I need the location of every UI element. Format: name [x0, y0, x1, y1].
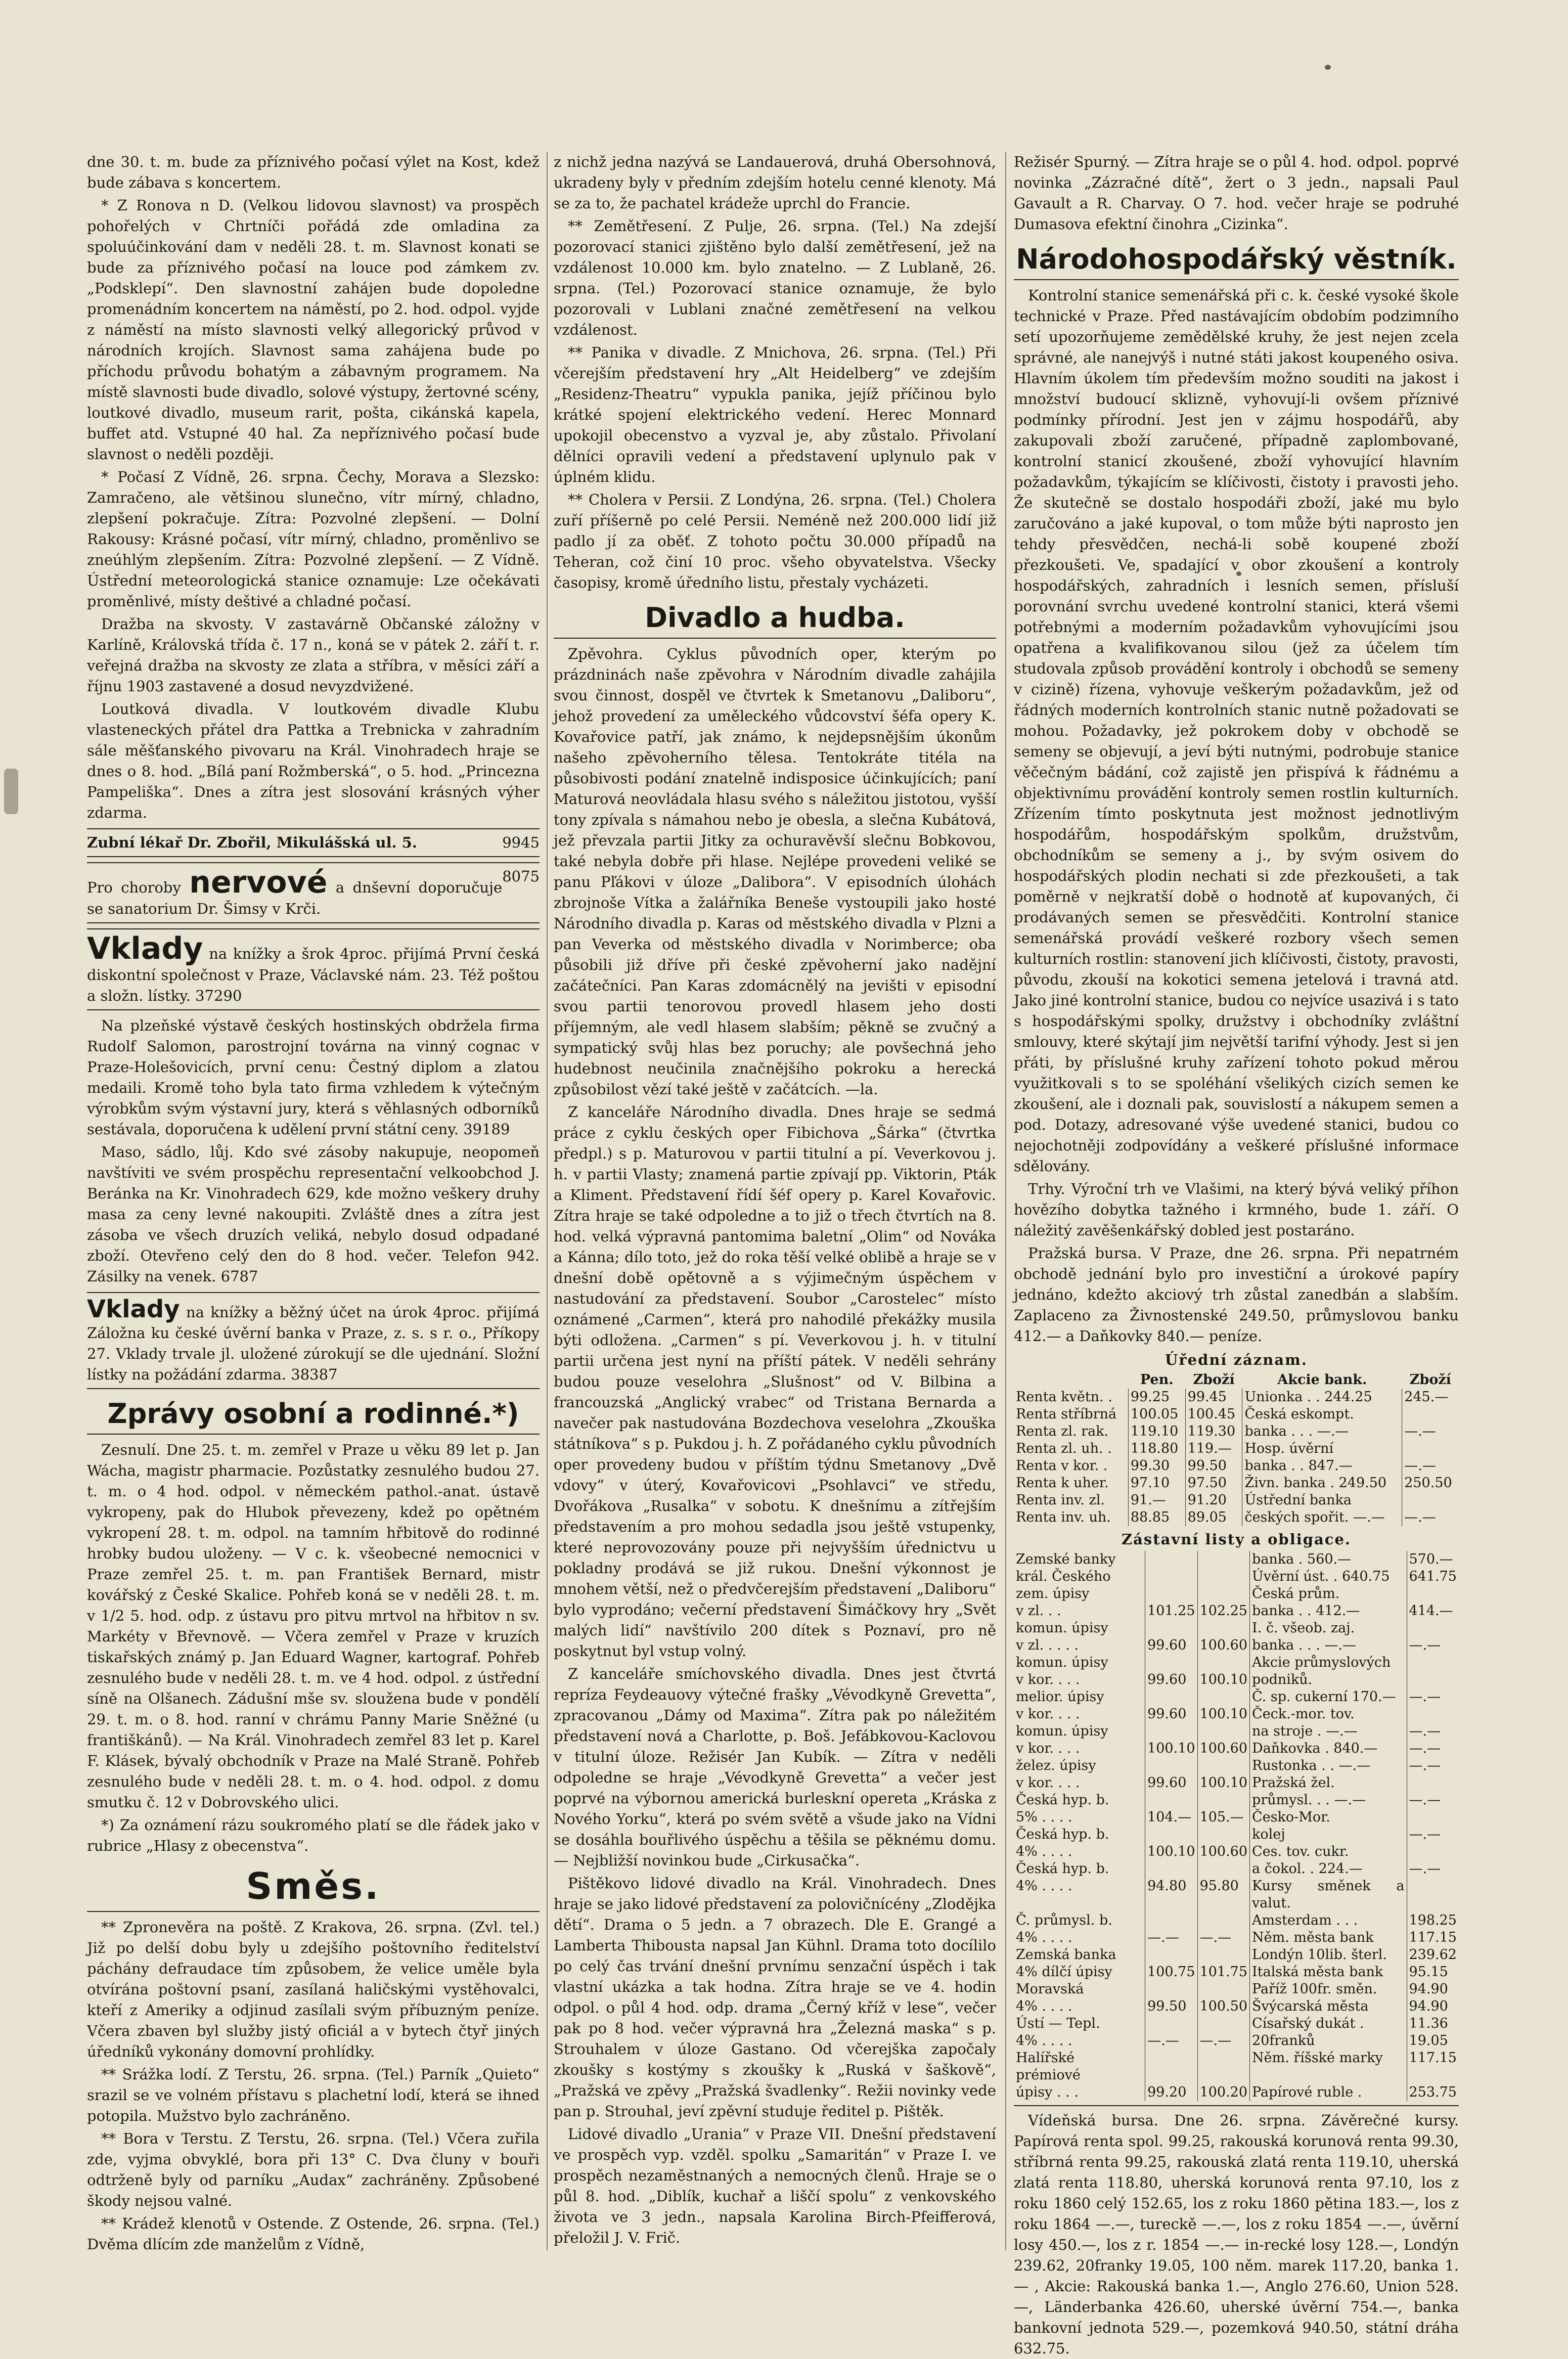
table-row	[1014, 1423, 1459, 1440]
bonds-table	[1014, 1551, 1459, 2101]
table-cell: na stroje . —.—	[1250, 1723, 1407, 1740]
ad-headline: nervové	[189, 865, 328, 900]
table-cell: Švýcarská města	[1250, 1998, 1407, 2015]
table-cell: 100.75	[1145, 1964, 1197, 1981]
paragraph: Kontrolní stanice semenářská při c. k. české vysoké škole technické v Praze. Před nastávajícím obdobím podzimního setí upozorňujeme zemědělské kruhy, že jest nejen zcela správné, ale nanejvýš i nutné státi jakost koupeného osiva. Hlavním úkolem tím především možno souditi na jakost i množství budoucí sklizně, vyhovují-li ovšem příznivé podmínky přírodní. Jest jen v zájmu hospodářů, aby zakupovali zboží zaručené, případně zaplombované, kontrolní stanicí zkoušené, zboží vyhovující hlavním požadavkům, týkajícím se klíčivosti, čistoty i pravosti jeho. Že skutečně se dostalo hospodáři zboží, jaké mu bylo zaručováno a jaké kupoval, o tom může býti naprosto jen tehdy přesvědčen, nechá-li sobě koupené zboží přezkoušeti. Ve, spadající v obor zkoušení a kontroly hospodářských, zahradních i lesních semen, přísluší porovnání svrchu uvedené kontrolní stanici, která všemi potřebnými a moderním požadavkům vyhovujícími jsou opatřena a kvalifikovanou silou (jež za účelem tím studovala způsob provádění kontroly i obchodů se semeny v cizině) řízena, vyhovuje veškerým požadavkům, jež od řádných moderních kontrolních stanic nutně požadovati se mohou. Požadavky, jež pokrokem doby v obchodě se semeny se objevují, a jeví býti nutnými, podrobuje stanice věčečným bádání, což zajistě jen přispívá k řádnému a objektivnímu provádění kontroly semen rostlin kulturních. Zřízením tímto poskytnuta jest možnost jednotlivým hospodářům, hospodářským spolkům, družstvům, obchodníkům se semeny a j., by svým osivem do hospodářských plodin nechati si zde přezkoušeti, a tak poměrně v nejkratší době o hodnotě ať kupovaných, či prodávaných semen se přesvědčiti. Kontrolní stanice semenářská provádí veškeré rozbory všech semen kulturních rostlin: stanovení jich klíčivosti, čistoty, pravosti, původu, zkouší na kokotici semena jetelová i travná atd. Jako jiné kontrolní stanice, budou co nejvíce usazivá i s tato s hospodářskými spolky, družstvy i obchodníky zvláštní smlouvy, které skýtají jim největší tarifní výhody. Jest si jen přáti, by příslušné kruhy zařízení tohoto pokud měrou využitkovali s to se spoléhání všelikých cizích semen ke zkoušení, ale i doznali pak, souvislostí a nákupem semen a pod. Dotazy, adresované výše uvedené stanici, budou co nejochotněji zodpovídány a veškeré příslušné informace sdělovány.	[1014, 287, 1459, 1175]
table-cell: 4% . . . .	[1014, 1843, 1145, 1860]
paragraph: Maso, sádlo, lůj. Kdo své zásoby nakupuje, neopomeň navštíviti ve svém prospěchu representační velkoobchod J. Beránka na Kr. Vinohradech 629, kde možno veškery druhy masa za ceny levné nakoupiti. Zvláště dnes a zítra jest zásoba ve všech druzích veliká, nebylo dosud odpadané zboží. Otevřeno celý den do 8 hod. večer. Telefon 942. Zásilky na venek. 6787	[87, 1143, 540, 1285]
table-cell: a čokol. . 224.—	[1250, 1860, 1407, 1878]
table-cell	[1197, 1654, 1249, 1671]
table-cell: 100.05	[1128, 1406, 1185, 1423]
table-cell: —.—	[1404, 1458, 1436, 1474]
table-row	[1014, 1723, 1459, 1740]
table-cell: 100.45	[1185, 1406, 1242, 1423]
table-cell: —.—	[1409, 1741, 1441, 1756]
table-cell: 88.85	[1128, 1509, 1185, 1526]
table-cell	[1197, 1688, 1249, 1706]
table-row	[1014, 1878, 1459, 1912]
table-cell: 99.20	[1145, 2084, 1197, 2101]
table-cell: —.—	[1409, 1723, 1441, 1739]
table-cell: Něm. města bank	[1250, 1929, 1407, 1946]
table-row	[1014, 1620, 1459, 1637]
paragraph: ** Cholera v Persii. Z Londýna, 26. srpna. (Tel.) Cholera zuří příšerně po celé Persii. Neméně než 200.000 lidí již padlo jí za oběť. Z tohoto počtu 30.000 případů na Teheran, což činí 10 proc. všeho obyvatelstva. Všecky časopisy, kromě úředního listu, přestaly vycházeti.	[554, 491, 996, 591]
paragraph: dne 30. t. m. bude za příznivého počasí výlet na Kost, kdež bude zábava s koncertem.	[87, 153, 540, 191]
table-cell: 100.10	[1197, 1774, 1249, 1792]
paragraph: ** Zpronevěra na poště. Z Krakova, 26. srpna. (Zvl. tel.) Již po delší dobu byly u zdejšího poštovního ředitelství páchány defraudace tím způsobem, že velice uměle byla otvírána poštovní psaní, zasílaná haličskými vystěhovalci, kteří z Ameriky a odjinud zasílali svým příbuzným peníze. Včera zbaven byl služby jistý oficiál a v bytech čtyř jiných úředníků vykonány domovní prohlídky.	[87, 1919, 540, 2060]
table-cell: 99.30	[1128, 1457, 1185, 1475]
table-row	[1014, 2032, 1459, 2050]
paragraph: * Počasí Z Vídně, 26. srpna. Čechy, Morava a Slezsko: Zamračeno, ale většinou slunečno, vítr mírný, chladno, zlepšení pokračuje. Zítra: Pozvolné zlepšení. — Dolní Rakousy: Krásné počasí, vítr mírný, chladno, proměnlivo se zneúhlým zlepšením. Zítra: Pozvolné zlepšení. — Z Vídně. Ústřední meteorologická stanice oznamuje: Lze očekávati proměnlivé, místy deštivé a chladné počasí.	[87, 468, 540, 610]
section-heading: Národohospodářský věstník.	[1014, 242, 1459, 280]
table-cell	[1197, 1757, 1249, 1774]
column-rule	[1005, 152, 1006, 2250]
paragraph: Na plzeňské výstavě českých hostinských obdržela firma Rudolf Salomon, parostrojní továrna na vinný cognac v Praze-Holešovicích, první cenu: Čestný diplom a zlatou medaili. Kromě toho byla tato firma vzhledem k výtečným výrobkům svým výstavní jury, která s věhlasných odborníků sestávala, doporučena k udělení první státní ceny. 39189	[87, 1017, 540, 1138]
column-3	[1014, 152, 1459, 2357]
paragraph: ** Zemětřesení. Z Pulje, 26. srpna. (Tel.) Na zdejší pozorovací stanici zjištěno bylo další zemětřesení, jež na vzdálenost 10.000 km. bylo znatelno. — Z Lublaně, 26. srpna. (Tel.) Pozorovací stanice oznamuje, že bylo pozorovali v Lublani značné zemětřesení na velkou vzdálenost.	[554, 217, 996, 338]
table-cell: 99.50	[1145, 1998, 1197, 2015]
table-cell: 101.75	[1197, 1964, 1249, 1981]
table-cell: Papírové ruble .	[1250, 2084, 1407, 2101]
table-cell: Renta zl. rak.	[1014, 1423, 1128, 1440]
table-cell: Renta stříbrná	[1014, 1406, 1128, 1423]
advertisement	[87, 928, 540, 1010]
table-cell	[1197, 1723, 1249, 1740]
table-cell: banka . . 847.—	[1242, 1457, 1402, 1475]
table-header: Pen.	[1140, 1372, 1174, 1388]
table-cell: 100.10	[1145, 1740, 1197, 1757]
table-cell: Pražská žel.	[1250, 1774, 1407, 1792]
table-cell: Hosp. úvěrní	[1242, 1440, 1402, 1457]
table-cell: 91.—	[1128, 1492, 1185, 1509]
table-cell: 253.75	[1409, 2084, 1457, 2100]
table-header-row	[1014, 1371, 1459, 1389]
table-cell	[1197, 1946, 1249, 1964]
table-cell	[1402, 1492, 1459, 1509]
table-row	[1014, 1475, 1459, 1492]
table-cell	[1145, 2015, 1197, 2032]
table-cell	[1145, 1688, 1197, 1706]
table-cell: Amsterdam . . .	[1250, 1912, 1407, 1929]
table-cell: Česká hyp. b.	[1014, 1826, 1145, 1843]
table-cell: Renta inv. zl.	[1014, 1492, 1128, 1509]
table-header: Zboží	[1193, 1372, 1235, 1388]
table-title: Úřední záznam.	[1165, 1351, 1308, 1368]
paragraph: Pištěkovo lidové divadlo na Král. Vinohradech. Dnes hraje se jako lidové představení za polovičnícény „Zlodějka dětí“. Drama o 5 jedn. a 7 obrazech. Dle E. Grangé a Lamberta Thibousta napsal Jan Kühnl. Drama toto docílilo po celý čas trvání dnešní prvnímu senzační úspěch i tak vlastní ukázka a tak hodna. Zítra hraje se ve 4. hodin odpol. o půl 4 hod. odp. drama „Černý kříž v lese“, večer pak po 8 hod. večer výpravná hra „Železná maska“ s p. Strouhalem v úloze Gastano. Od včerejška započaly zkoušky s kostýmy s zkoušky k „Ruská v šaškově“, „Pražská ve zpěvy „Pražská švadlenky“. Režii novinky vede pan p. Strouhal, jeví zpěvní studuje ředitel p. Pištěk.	[554, 1875, 996, 2120]
table-cell: 4% . . . .	[1014, 1929, 1145, 1946]
table-row	[1014, 1740, 1459, 1757]
table-cell: v kor. . . .	[1014, 1740, 1145, 1757]
table-cell: Čeck.-mor. tov.	[1250, 1706, 1407, 1723]
table-row	[1014, 1774, 1459, 1792]
table-cell: Italská města bank	[1250, 1964, 1407, 1981]
table-cell: banka . . . —.—	[1250, 1637, 1407, 1654]
table-cell: podniků.	[1250, 1671, 1407, 1688]
table-cell: Česká prům.	[1250, 1585, 1407, 1603]
table-cell: —.—	[1409, 1689, 1441, 1705]
table-cell: —.—	[1409, 1637, 1441, 1653]
table-cell: 570.—	[1409, 1551, 1453, 1567]
table-cell: 100.10	[1197, 1706, 1249, 1723]
paragraph: Pražská bursa. V Praze, dne 26. srpna. Při nepatrném obchodě jednání bylo pro investiční a úrokové papíry jednáno, kdežto akciový trh zůstal zanedbán a slabším. Zaplaceno za Živnostenské 249.50, průmyslovou banku 412.— a Daňkovky 840.— peníze.	[1014, 1244, 1459, 1345]
table-cell: banka . . . —.—	[1242, 1423, 1402, 1440]
table-title: Zástavní listy a obligace.	[1121, 1531, 1352, 1548]
table-cell: 97.50	[1185, 1475, 1242, 1492]
table-row	[1014, 1509, 1459, 1526]
table-cell: 119.—	[1185, 1440, 1242, 1457]
table-cell: 99.60	[1145, 1671, 1197, 1688]
table-cell: Česko-Mor.	[1250, 1809, 1407, 1826]
table-cell: Zemské banky	[1014, 1551, 1145, 1568]
table-cell: v zl. . . . .	[1014, 1637, 1145, 1654]
table-cell: 4% . . . .	[1014, 2032, 1145, 2050]
paragraph: Lidové divadlo „Urania“ v Praze VII. Dnešní představení ve prospěch vyp. vzděl. spolku „Samaritán“ v Praze I. ve prospěch nezaměstnaných a nemocných členů. Hraje se o půl 8. hod. „Diblík, kuchař a liščí spolu“ z venkovského života ve 3 jedn., napsala Karolina Birch-Pfeifferová, přeložil J. V. Frič.	[554, 2125, 996, 2246]
section-heading: Směs.	[87, 1863, 540, 1912]
table-cell: Daňkovka . 840.—	[1250, 1740, 1407, 1757]
table-cell: 20franků	[1250, 2032, 1407, 2050]
table-cell: 117.15	[1409, 1930, 1457, 1945]
table-cell: —.—	[1145, 1929, 1197, 1946]
ad-text: Zubní lékař Dr. Zbořil, Mikulášská ul. 5.	[87, 834, 418, 851]
table-row	[1014, 1637, 1459, 1654]
table-cell: král. Českého	[1014, 1568, 1145, 1585]
table-row	[1014, 1440, 1459, 1457]
table-cell: 101.25	[1145, 1603, 1197, 1620]
table-cell: Renta v kor. .	[1014, 1457, 1128, 1475]
table-cell	[1145, 2050, 1197, 2084]
table-cell	[1197, 2015, 1249, 2032]
table-cell: českých spořit. —.—	[1242, 1509, 1402, 1526]
table-row	[1014, 1568, 1459, 1585]
table-row	[1014, 1946, 1459, 1964]
table-row	[1014, 2015, 1459, 2032]
table-cell: 99.50	[1185, 1457, 1242, 1475]
table-cell	[1407, 1671, 1459, 1688]
table-cell	[1407, 1585, 1459, 1603]
table-cell: 100.60	[1197, 1843, 1249, 1860]
table-cell: —.—	[1409, 1827, 1441, 1842]
table-cell: 99.60	[1145, 1774, 1197, 1792]
table-cell: Renta k uher.	[1014, 1475, 1128, 1492]
ad-number: 9945	[502, 834, 540, 851]
table-cell: Česká eskompt.	[1242, 1406, 1402, 1423]
ad-text: a dnševní doporučuje se sanatorium Dr. Šimsy v Krči.	[87, 879, 503, 917]
table-cell	[1197, 1551, 1249, 1568]
ad-number: 8075	[502, 868, 540, 885]
table-cell: 414.—	[1409, 1603, 1453, 1619]
table-cell	[1197, 1568, 1249, 1585]
table-cell: Č. sp. cukerní 170.—	[1250, 1688, 1407, 1706]
table-cell	[1197, 1792, 1249, 1809]
table-cell: banka . . 412.—	[1250, 1603, 1407, 1620]
table-cell: 19.05	[1409, 2033, 1448, 2049]
table-cell: 94.80	[1145, 1878, 1197, 1912]
table-cell	[1145, 1551, 1197, 1568]
table-cell: 99.60	[1145, 1706, 1197, 1723]
footnote: *) Za oznámení rázu soukromého platí se dle řádek jako v rubrice „Hlasy z obecenstva“.	[87, 1816, 540, 1854]
table-cell: 198.25	[1409, 1912, 1457, 1928]
table-cell: —.—	[1197, 2032, 1249, 2050]
table-row	[1014, 2050, 1459, 2084]
table-row	[1014, 1492, 1459, 1509]
column-rule	[547, 152, 548, 2250]
table-cell	[1197, 1981, 1249, 1998]
paragraph: Režisér Spurný. — Zítra hraje se o půl 4. hod. odpol. poprvé novinka „Zázračné dítě“, žert o 3 jedn., napsali Paul Gavault a R. Charvay. O 7. hod. večer hraje se podruhé Dumasova efektní činohra „Cizinka“.	[1014, 153, 1459, 233]
table-cell: 95.15	[1409, 1964, 1448, 1980]
table-cell	[1407, 1654, 1459, 1671]
ad-prefix: Pro choroby	[87, 879, 181, 896]
table-cell: I. č. všeob. zaj.	[1250, 1620, 1407, 1637]
table-cell: —.—	[1409, 1758, 1441, 1773]
table-cell	[1407, 1843, 1459, 1860]
table-cell: Císařský dukát .	[1250, 2015, 1407, 2032]
table-cell: 95.80	[1197, 1878, 1249, 1912]
table-cell	[1402, 1440, 1459, 1457]
table-cell	[1145, 1654, 1197, 1671]
table-cell: Kursy směnek a valut.	[1250, 1878, 1407, 1912]
table-cell: Ústí — Tepl.	[1014, 2015, 1145, 2032]
table-cell: 119.30	[1185, 1423, 1242, 1440]
table-row	[1014, 1860, 1459, 1878]
table-cell: —.—	[1197, 1929, 1249, 1946]
table-cell	[1145, 1981, 1197, 1998]
table-cell: v kor. . . .	[1014, 1671, 1145, 1688]
table-cell	[1145, 1826, 1197, 1843]
ad-headline: Vklady	[87, 931, 203, 966]
table-cell: 91.20	[1185, 1492, 1242, 1509]
table-cell: 105.—	[1197, 1809, 1249, 1826]
advertisement	[87, 1292, 540, 1389]
table-cell: —.—	[1409, 1792, 1441, 1808]
table-cell: 117.15	[1409, 2050, 1457, 2066]
table-row	[1014, 1654, 1459, 1671]
table-cell: 100.10	[1145, 1843, 1197, 1860]
paragraph: z nichž jedna nazývá se Landauerová, druhá Obersohnová, ukradeny byly v předním zdejším hotelu cenné klenoty. Má se za to, že pachatel krádeže uprchl do Francie.	[554, 153, 996, 212]
table-row	[1014, 1585, 1459, 1603]
table-cell: Něm. říšské marky	[1250, 2050, 1407, 2084]
table-cell: —.—	[1404, 1509, 1436, 1525]
table-cell	[1145, 1568, 1197, 1585]
table-cell: 245.—	[1404, 1389, 1449, 1405]
paragraph: ** Panika v divadle. Z Mnichova, 26. srpna. (Tel.) Při včerejším představení hry „Alt Heidelberg“ ve zdejším „Residenz-Theatru“ vypukla panika, jejíž příčinou bylo krátké spojení elektrického vedení. Herec Monnard upokojil obecenstvo a vyzval je, aby zůstalo. Přivolaní dělníci opravili vedení a představení uplynulo pak v úplném klidu.	[554, 344, 996, 485]
table-cell: 89.05	[1185, 1509, 1242, 1526]
table-cell	[1197, 2050, 1249, 2084]
table-row	[1014, 1688, 1459, 1706]
table-cell: Česká hyp. b.	[1014, 1792, 1145, 1809]
table-cell: 100.50	[1197, 1998, 1249, 2015]
paragraph: Zesnulí. Dne 25. t. m. zemřel v Praze u věku 89 let p. Jan Wácha, magistr pharmacie. Pozůstatky zesnulého budou 27. t. m. o 4 hod. odpol. v německém pathol.-anat. ústavě vykropeny, pak do Hlubok převezeny, kdež po opětném vykropení 28. t. m. odpol. na tamním hřbitově do rodinné hrobky budou uloženy. — V c. k. všeobecné nemocnici v Praze zemřel 25. t. m. pan František Bernard, mistr kovářský z České Skalice. Pohřeb koná se v neděli 28. t. m. v 1/2 5. hod. odp. z ústavu pro pitvu mrtvol na hřbitov n sv. Markéty v Břevnově. — Včera zemřel v Praze v kruzích tiskařských známý p. Jan Eduard Wagner, kartograf. Pohřeb zesnulého bude v neděli 28. t. m. ve 4 hod. odpol. z ústřední síně na Olšanech. Zádušní mše sv. sloužena bude v pondělí 29. t. m. o 8. hod. ranní v chrámu Panny Marie Sněžné (u františkánů). — Na Král. Vinohradech zemřel 83 let p. Karel F. Klásek, bývalý obchodník v Praze na Malé Straně. Pohřeb zesnulého bude v neděli 28. t. m. o 4. hod. odpol. z domu smutku č. 12 v Dobrovského ulici.	[87, 1441, 540, 1811]
column-2	[554, 152, 996, 2250]
paragraph: Z kanceláře Národního divadla. Dnes hraje se sedmá práce z cyklu českých oper Fibichova „Šárka“ (čtvrtka předpl.) s p. Maturovou v partii titulní a pí. Veverkovou j. h. v partii Vlasty; znamená partie zpívají pp. Viktorin, Pták a Kliment. Představení řídí šéf opery p. Karel Kovařovic. Zítra hraje se také odpoledne a to již o třech čtvrtích na 8. hod. velká výpravná pantomima baletní „Olim“ od Nováka a Kánna; dílo toto, jež do roka těší velké oblibě a hraje se v dnešní době opětovně a s výjimečným úspěchem v nastudování za představení. Soubor „Carostelec“ místo oznámené „Carmen“, která pro nahodilé překážky musila býti odložena. „Carmen“ s pí. Veverkovou j. h. v titulní partii určena jest nyní na příští pátek. V neděli sehrány budou pouze veselohra „Slušnost“ od V. Bilbina a francouzská „Anglický vrabec“ od Tristana Bernarda a navečer pak nastudována Bozdechova veselohra „Zkouška státníkova“ s p. Pukdou j. h. Z pořádaného cyklu původních oper provedeny budou v příštím týdnu Smetanovy „Dvě vdovy“ v úterý, Kovařovicovi „Psohlavci“ ve středu, Dvořákova „Rusalka“ v sobotu. K dnešnímu a zítřejším představením a pro mohou sedadla jsou ještě vstupenky, které neprovozovány pouze při nejvyšším úřednictvu u pokladny prodává se již rukou. Dnešní výkonnost je mnohem větší, než o předvčerejším představení „Daliboru“ bylo vyprodáno; večerní představení Šimáčkovy hry „Svět malých lidí“ navštívilo 200 dítek s Poznaví, pro ně poskytnut byl vstup volný.	[554, 1103, 996, 1660]
table-cell: kolej	[1250, 1826, 1407, 1843]
table-cell	[1197, 1826, 1249, 1843]
table-header: Akcie bank.	[1277, 1372, 1367, 1388]
table-cell: 119.10	[1128, 1423, 1185, 1440]
table-cell: 4% . . . .	[1014, 1998, 1145, 2015]
table-header: Zboží	[1409, 1372, 1451, 1388]
paragraph: Vídeňská bursa. Dne 26. srpna. Závěrečné kursy. Papírová renta spol. 99.25, rakouská korunová renta 99.30, stříbrná renta 99.25, rakouská zlatá renta 119.10, uherská zlatá renta 118.80, uherská korunová renta 97.10, los z roku 1860 celý 152.65, los z roku 1860 pětina 183.—, los z roku 1864 —.—, tureckě —.—, los z roku 1854 —.—, úvěrní losy 450.—, los z r. 1854 —.— in-recké losy 128.—, Londýn 239.62, 20franky 19.05, 100 něm. marek 117.20, banka 1.— , Akcie: Rakouská banka 1.—, Anglo 276.60, Union 528.—, Länderbanka 426.60, uherské úvěrní 754.—, banka bankovní jednota 529.—, pozemková 940.50, státní dráha 632.75.	[1014, 2112, 1459, 2357]
table-row	[1014, 1981, 1459, 1998]
table-cell: Zemská banka	[1014, 1946, 1145, 1964]
table-cell	[1197, 1620, 1249, 1637]
table-cell: Renta inv. uh.	[1014, 1509, 1128, 1526]
ad-headline: Vklady	[87, 1295, 180, 1323]
table-row	[1014, 1964, 1459, 1981]
table-cell	[1145, 1792, 1197, 1809]
ink-spot	[1325, 65, 1331, 70]
table-row	[1014, 1998, 1459, 2015]
ad-text: na knížky a běžný účet na úrok 4proc. přijímá Záložna ku české úvěrní banka v Praze, z. s. s r. o., Příkopy 27. Vklady trvale jl. uložené zúrokují se dle ujednání. Složní lístky na požádání zdarma. 38387	[87, 1304, 540, 1383]
table-cell: Ces. tov. cukr.	[1250, 1843, 1407, 1860]
table-cell	[1407, 1774, 1459, 1792]
table-cell: 99.45	[1185, 1389, 1242, 1406]
divider	[1014, 2105, 1459, 2106]
table-cell	[1145, 1757, 1197, 1774]
table-row	[1014, 1757, 1459, 1774]
column-1	[87, 152, 540, 2253]
table-cell: komun. úpisy	[1014, 1723, 1145, 1740]
table-cell: 94.90	[1409, 1998, 1448, 2014]
table-cell: 4% . . . .	[1014, 1878, 1145, 1912]
table-cell: 641.75	[1409, 1569, 1457, 1584]
table-cell: 5% . . . .	[1014, 1809, 1145, 1826]
paragraph: * Z Ronova n D. (Velkou lidovou slavnost) va prospěch pohořelých v Chrtníči pořádá zde omladina za spoluúčinkování dam v neděli 28. t. m. Slavnost konati se bude za příznivého počasí na louce pod zámkem zv. „Podsklepí“. Den slavnostní zahájen bude dopoledne promenádním koncertem na náměstí, po 2. hod. odpol. vyjde z náměstí na místo slavnosti velký allegorický průvod v národních krojích. Slavnost sama zahájena bude po příchodu průvodu bohatým a zábavným programem. Na místě slavnosti bude divadlo, solové výstupy, žertovné scény, loutkové divadlo, museum rarit, pošta, cikánská kapela, buffet atd. Vstupné 40 hal. Za nepříznivého počasí bude slavnost o neděli později.	[87, 197, 540, 463]
table-header	[1014, 1371, 1128, 1389]
table-cell	[1197, 1912, 1249, 1929]
table-cell: komun. úpisy	[1014, 1620, 1145, 1637]
advertisement	[87, 862, 540, 923]
table-cell: zem. úpisy	[1014, 1585, 1145, 1603]
table-cell: 100.60	[1197, 1637, 1249, 1654]
table-cell: želez. úpisy	[1014, 1757, 1145, 1774]
table-row	[1014, 1389, 1459, 1406]
table-cell: Česká hyp. b.	[1014, 1860, 1145, 1878]
table-body	[1014, 1551, 1459, 2101]
table-cell	[1407, 1809, 1459, 1826]
table-cell	[1407, 1878, 1459, 1912]
table-cell: 250.50	[1404, 1475, 1452, 1491]
table-cell: 94.90	[1409, 1981, 1448, 1997]
table-cell: Rustonka . . —.—	[1250, 1757, 1407, 1774]
table-cell: 239.62	[1409, 1947, 1457, 1963]
paragraph: ** Srážka lodí. Z Terstu, 26. srpna. (Tel.) Parník „Quieto“ srazil se ve volném přístavu s plachetní lodí, která se ihned potopila. Mužstvo bylo zachráněno.	[87, 2066, 540, 2124]
table-cell: Ústřední banka	[1242, 1492, 1402, 1509]
table-cell: v zl. . .	[1014, 1603, 1145, 1620]
table-cell: Živn. banka . 249.50	[1242, 1475, 1402, 1492]
table-row	[1014, 1671, 1459, 1688]
table-cell: —.—	[1145, 2032, 1197, 2050]
table-cell: Unionka . . 244.25	[1242, 1389, 1402, 1406]
table-cell	[1145, 1723, 1197, 1740]
section-heading: Zprávy osobní a rodinné.*)	[87, 1396, 540, 1435]
table-row	[1014, 1912, 1459, 1929]
table-cell: banka . 560.—	[1250, 1551, 1407, 1568]
table-cell	[1197, 1585, 1249, 1603]
exchange-table	[1014, 1371, 1459, 1526]
table-cell: Londýn 10lib. šterl.	[1250, 1946, 1407, 1964]
paragraph: ** Krádež klenotů v Ostende. Z Ostende, 26. srpna. (Tel.) Dvěma dlícím zde manželům z Vídně,	[87, 2215, 540, 2253]
table-cell	[1402, 1406, 1459, 1423]
table-cell	[1145, 1585, 1197, 1603]
table-cell: 99.25	[1128, 1389, 1185, 1406]
table-cell: Renta květn. .	[1014, 1389, 1128, 1406]
table-row	[1014, 1406, 1459, 1423]
section-heading: Divadlo a hudba.	[554, 600, 996, 639]
table-cell: 102.25	[1197, 1603, 1249, 1620]
table-cell: 97.10	[1128, 1475, 1185, 1492]
table-cell: Úvěrní úst. . 640.75	[1250, 1568, 1407, 1585]
table-cell: Moravská	[1014, 1981, 1145, 1998]
table-cell: melior. úpisy	[1014, 1688, 1145, 1706]
table-cell: Paříž 100fr. směn.	[1250, 1981, 1407, 1998]
table-cell	[1145, 1620, 1197, 1637]
table-row	[1014, 1551, 1459, 1568]
paragraph: Zpěvohra. Cyklus původních oper, kterým po prázdninách naše zpěvohra v Národním divadle zahájila svou činnost, dospěl ve čtvrtek k Smetanovu „Daliboru“, jehož provedení za uměleckého vůdcovství šéfa opery K. Kovařovice patří, jak známo, k nejdepsnějším úkonům našeho zpěvoherního tělesa. Tentokráte titéla na působivosti podání znatelně indisposice účinkujících; paní Maturová neovládala hlasu svého s náležitou jistotou, vyšší tony zpívala s námahou nebo je obesla, a slečna Kubátová, jež převzala partii Jitky za ochuravěvší slečnu Bobkovou, také nebyla dobře při hlase. Nejlépe provedeni veliké se panu Pľákovi v úloze „Dalibora“. V episodních úlohách zbrojnoše Vítka a žalářníka Beneše vystoupili jako hosté Národního divadla p. Karas od městského divadla v Plzni a pan Veverka od městského divadla v Norimberce; oba působili již dříve při české zpěvoherní jako nadějní začátečníci. Pan Karas zdomácnělý na jevišti v episodní svou partii tenorovou provedl hlasem jeho dosti příjemným, ale vedl hlasem slabším; pěkně se zvučný a sympatický svůj hlas bez poruchy; ale povšechná jeho hudebnost neučinila značnějšího pokroku a herecká způsobilost vězí také ještě v začátcích. —la.	[554, 645, 996, 1098]
paragraph: Loutková divadla. V loutkovém divadle Klubu vlasteneckých přátel dra Pattka a Trebnicka v zahradním sále měšťanského pivovaru na Král. Vinohradech hraje se dnes o 8. hod. „Bílá paní Rožmberská“, o 5. hod. „Princezna Pampeliška“. Dnes a zítra jest slosování krásných výher zdarma.	[87, 700, 540, 821]
table-row	[1014, 1826, 1459, 1843]
table-cell: 100.10	[1197, 1671, 1249, 1688]
table-cell: 100.20	[1197, 2084, 1249, 2101]
table-cell: komun. úpisy	[1014, 1654, 1145, 1671]
table-cell: —.—	[1404, 1423, 1436, 1439]
ad-text: na knížky a šrok 4proc. přijímá První česká diskontní společnost v Praze, Václavské nám. 23. Též poštou a složn. lístky. 37290	[87, 945, 540, 1004]
paragraph: Z kanceláře smíchovského divadla. Dnes jest čtvrtá repríza Feydeauovy výtečné frašky „Vévodkyně Grevetta“, zpracovanou „Dámy od Maxima“. Zítra pak po náležitém představení nová a Charlotte, p. Boš. Jefábkovou-Kaclovou v titulní úloze. Režisér Jan Kubík. — Zítra v neděli odpoledne se hraje „Vévodkyně Grevetta“ a večer jest poprvé na výbornou americká burleskní opereta „Kráska z Nového Yorku“, která po svém světě a všude jako na Vídni se dosáhla bouřlivého úspěchu a těšila se pěknému domu. — Nejbližší novinkou bude „Cirkusačka“.	[554, 1665, 996, 1869]
table-row	[1014, 1809, 1459, 1826]
table-cell: —.—	[1409, 1861, 1441, 1877]
table-cell	[1407, 1620, 1459, 1637]
table-row	[1014, 1929, 1459, 1946]
paragraph: ** Bora v Terstu. Z Terstu, 26. srpna. (Tel.) Včera zuřila zde, vyjma obvyklé, bora při 13° C. Dva čluny v bouři odtrženě byly od parníku „Audax“ zachráněny. Způsobené škody nejsou valné.	[87, 2130, 540, 2209]
paragraph: Trhy. Výroční trh ve Vlašimi, na který bývá veliký příhon hovězího dobytka tažného i krmného, bude 1. září. O náležitý zavěšenkářský dobled jest postaráno.	[1014, 1180, 1459, 1239]
table-row	[1014, 1706, 1459, 1723]
table-row	[1014, 1457, 1459, 1475]
table-cell: v kor. . . .	[1014, 1706, 1145, 1723]
table-cell	[1197, 1860, 1249, 1878]
table-cell	[1407, 1706, 1459, 1723]
table-cell	[1145, 1946, 1197, 1964]
table-cell: Akcie průmyslových	[1250, 1654, 1407, 1671]
table-cell: v kor. . . .	[1014, 1774, 1145, 1792]
table-row	[1014, 1603, 1459, 1620]
table-cell: 4% dílčí úpisy	[1014, 1964, 1145, 1981]
table-cell: 104.—	[1145, 1809, 1197, 1826]
table-cell: Halířské prémiové	[1014, 2050, 1145, 2084]
table-row	[1014, 1843, 1459, 1860]
table-row	[1014, 2084, 1459, 2101]
table-cell: 99.60	[1145, 1637, 1197, 1654]
table-cell: Renta zl. uh. .	[1014, 1440, 1128, 1457]
table-cell: 100.60	[1197, 1740, 1249, 1757]
table-cell	[1145, 1912, 1197, 1929]
table-cell: 11.36	[1409, 2016, 1448, 2031]
table-row	[1014, 1792, 1459, 1809]
table-cell	[1145, 1860, 1197, 1878]
table-cell: úpisy . . .	[1014, 2084, 1145, 2101]
paragraph: Dražba na skvosty. V zastavárně Občanské záložny v Karlíně, Královská třída č. 17 n., koná se v pátek 2. září t. r. veřejná dražba na skvosty ze zlata a stříbra, v měsíci září a říjnu 1903 zastavené a dosud nevyzdvižené.	[87, 615, 540, 695]
table-cell: 118.80	[1128, 1440, 1185, 1457]
table-cell: Č. průmysl. b.	[1014, 1912, 1145, 1929]
ink-spot	[4, 769, 18, 814]
table-cell: průmysl. . . —.—	[1250, 1792, 1407, 1809]
advertisement	[87, 828, 540, 857]
table-body	[1014, 1389, 1459, 1526]
